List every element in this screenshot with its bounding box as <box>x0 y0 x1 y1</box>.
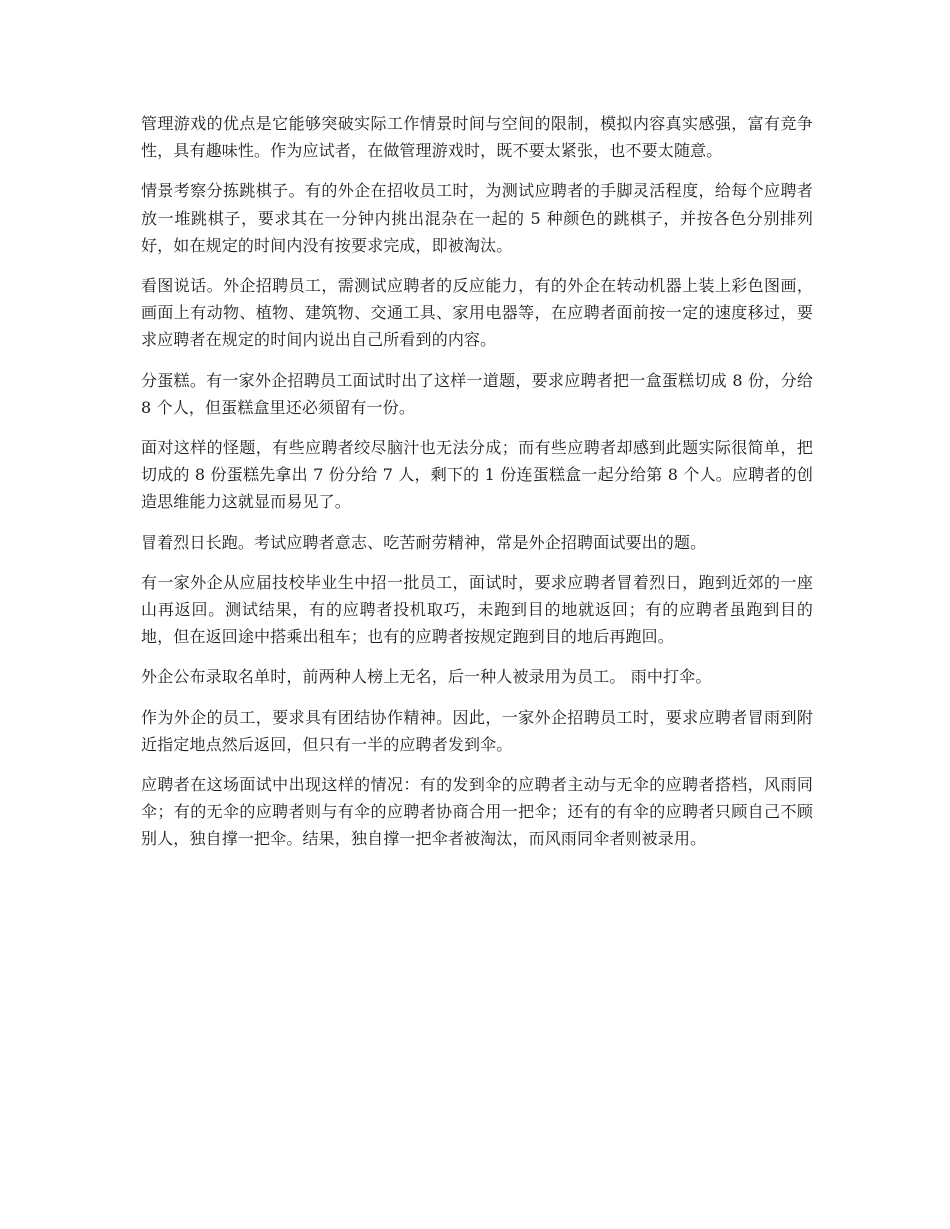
paragraph-running-result: 外企公布录取名单时，前两种人榜上无名，后一种人被录用为员工。 雨中打伞。 <box>141 667 712 687</box>
paragraph-picture-talk: 看图说话。外企招聘员工，需测试应聘者的反应能力，有的外企在转动机器上装上彩色图画，画面上有动物、植物、建筑物、交通工具、家用电器等，在应聘者面前按一定的速度移过，要求应聘者在规定的时间内说出自己所看到的内容。 <box>141 276 813 350</box>
document-body <box>141 110 813 866</box>
paragraph-cake-question: 分蛋糕。有一家外企招聘员工面试时出了这样一道题，要求应聘者把一盒蛋糕切成 8 份，分给 8 个人，但蛋糕盒里还必须留有一份。 <box>141 370 813 417</box>
paragraph-running-intro: 冒着烈日长跑。考试应聘者意志、吃苦耐劳精神，常是外企招聘面试要出的题。 <box>141 532 707 552</box>
paragraph-sorting-checkers: 情景考察分拣跳棋子。有的外企在招收员工时，为测试应聘者的手脚灵活程度，给每个应聘者放一堆跳棋子，要求其在一分钟内挑出混杂在一起的 5 种颜色的跳棋子，并按各色分别排列好，如在规定的时间内没有按要求完成，即被淘汰。 <box>141 181 813 255</box>
paragraph-running-test: 有一家外企从应届技校毕业生中招一批员工，面试时，要求应聘者冒着烈日，跑到近郊的一座山再返回。测试结果，有的应聘者投机取巧，未跑到目的地就返回；有的应聘者虽跑到目的地，但在返回途中搭乘出租车；也有的应聘者按规定跑到目的地后再跑回。 <box>141 572 813 647</box>
paragraph-management-game: 管理游戏的优点是它能够突破实际工作情景时间与空间的限制，模拟内容真实感强，富有竞争性，具有趣味性。作为应试者，在做管理游戏时，既不要太紧张，也不要太随意。 <box>141 114 813 161</box>
paragraph-umbrella-result: 应聘者在这场面试中出现这样的情况：有的发到伞的应聘者主动与无伞的应聘者搭档，风雨同伞；有的无伞的应聘者则与有伞的应聘者协商合用一把伞；还有的有伞的应聘者只顾自己不顾别人，独自撑一把伞。结果，独自撑一把伞者被淘汰，而风雨同伞者则被录用。 <box>141 775 813 849</box>
paragraph-cake-answer: 面对这样的怪题，有些应聘者绞尽脑汁也无法分成；而有些应聘者却感到此题实际很简单，把切成的 8 份蛋糕先拿出 7 份分给 7 人，剩下的 1 份连蛋糕盒一起分给第 8 个人。应聘者的创造思维能力这就显而易见了。 <box>141 438 813 512</box>
paragraph-umbrella-intro: 作为外企的员工，要求具有团结协作精神。因此，一家外企招聘员工时，要求应聘者冒雨到附近指定地点然后返回，但只有一半的应聘者发到伞。 <box>141 707 813 754</box>
